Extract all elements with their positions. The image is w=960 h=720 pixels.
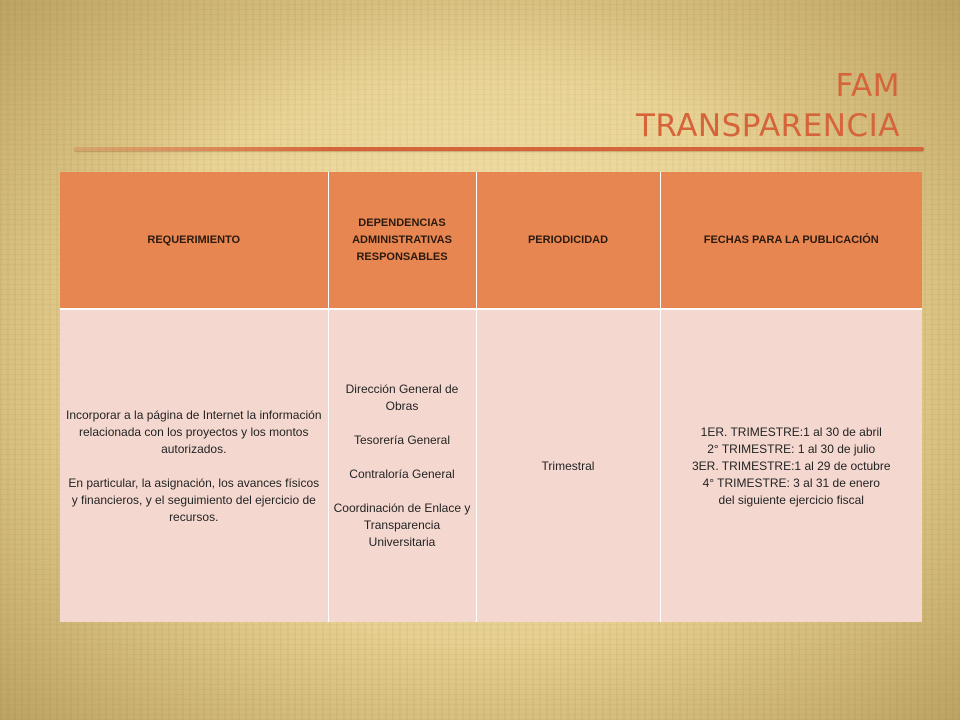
dependencia-item: Tesorería General <box>353 433 451 447</box>
requerimiento-paragraph-1: Incorporar a la página de Internet la información relacionada con los proyectos y los montos autorizados. <box>66 407 322 456</box>
dependencia-item: Dirección General de Obras <box>345 382 459 413</box>
fecha-item: 4° TRIMESTRE: 3 al 31 de enero <box>702 475 880 490</box>
title-line-transparencia: TRANSPARENCIA <box>635 108 900 144</box>
header-periodicidad: PERIODICIDAD <box>476 172 660 309</box>
dependencia-item: Contraloría General <box>349 467 455 481</box>
slide-title <box>636 66 900 146</box>
table-row <box>60 309 922 622</box>
header-requerimiento: REQUERIMIENTO <box>60 172 328 309</box>
header-dependencias: DEPENDENCIAS ADMINISTRATIVAS RESPONSABLES <box>328 172 476 309</box>
header-fechas: FECHAS PARA LA PUBLICACIÓN <box>660 172 922 309</box>
table-header-row <box>60 172 922 309</box>
fecha-item: 3ER. TRIMESTRE:1 al 29 de octubre <box>691 458 891 473</box>
requerimiento-paragraph-2: En particular, la asignación, los avances físicos y financieros, y el seguimiento del ejercicio de recursos. <box>68 475 320 524</box>
fecha-item: 1ER. TRIMESTRE:1 al 30 de abril <box>700 424 882 439</box>
cell-fechas <box>660 309 922 622</box>
requirements-table <box>60 172 922 622</box>
cell-dependencias <box>328 309 476 622</box>
cell-periodicidad: Trimestral <box>476 309 660 622</box>
title-divider <box>74 147 924 151</box>
fecha-item: 2° TRIMESTRE: 1 al 30 de julio <box>707 441 876 456</box>
cell-requerimiento <box>60 309 328 622</box>
title-line-fam: FAM <box>835 68 900 104</box>
fecha-item: del siguiente ejercicio fiscal <box>718 492 864 507</box>
transparency-table <box>60 172 922 622</box>
dependencia-item: Coordinación de Enlace y Transparencia Universitaria <box>333 501 471 549</box>
